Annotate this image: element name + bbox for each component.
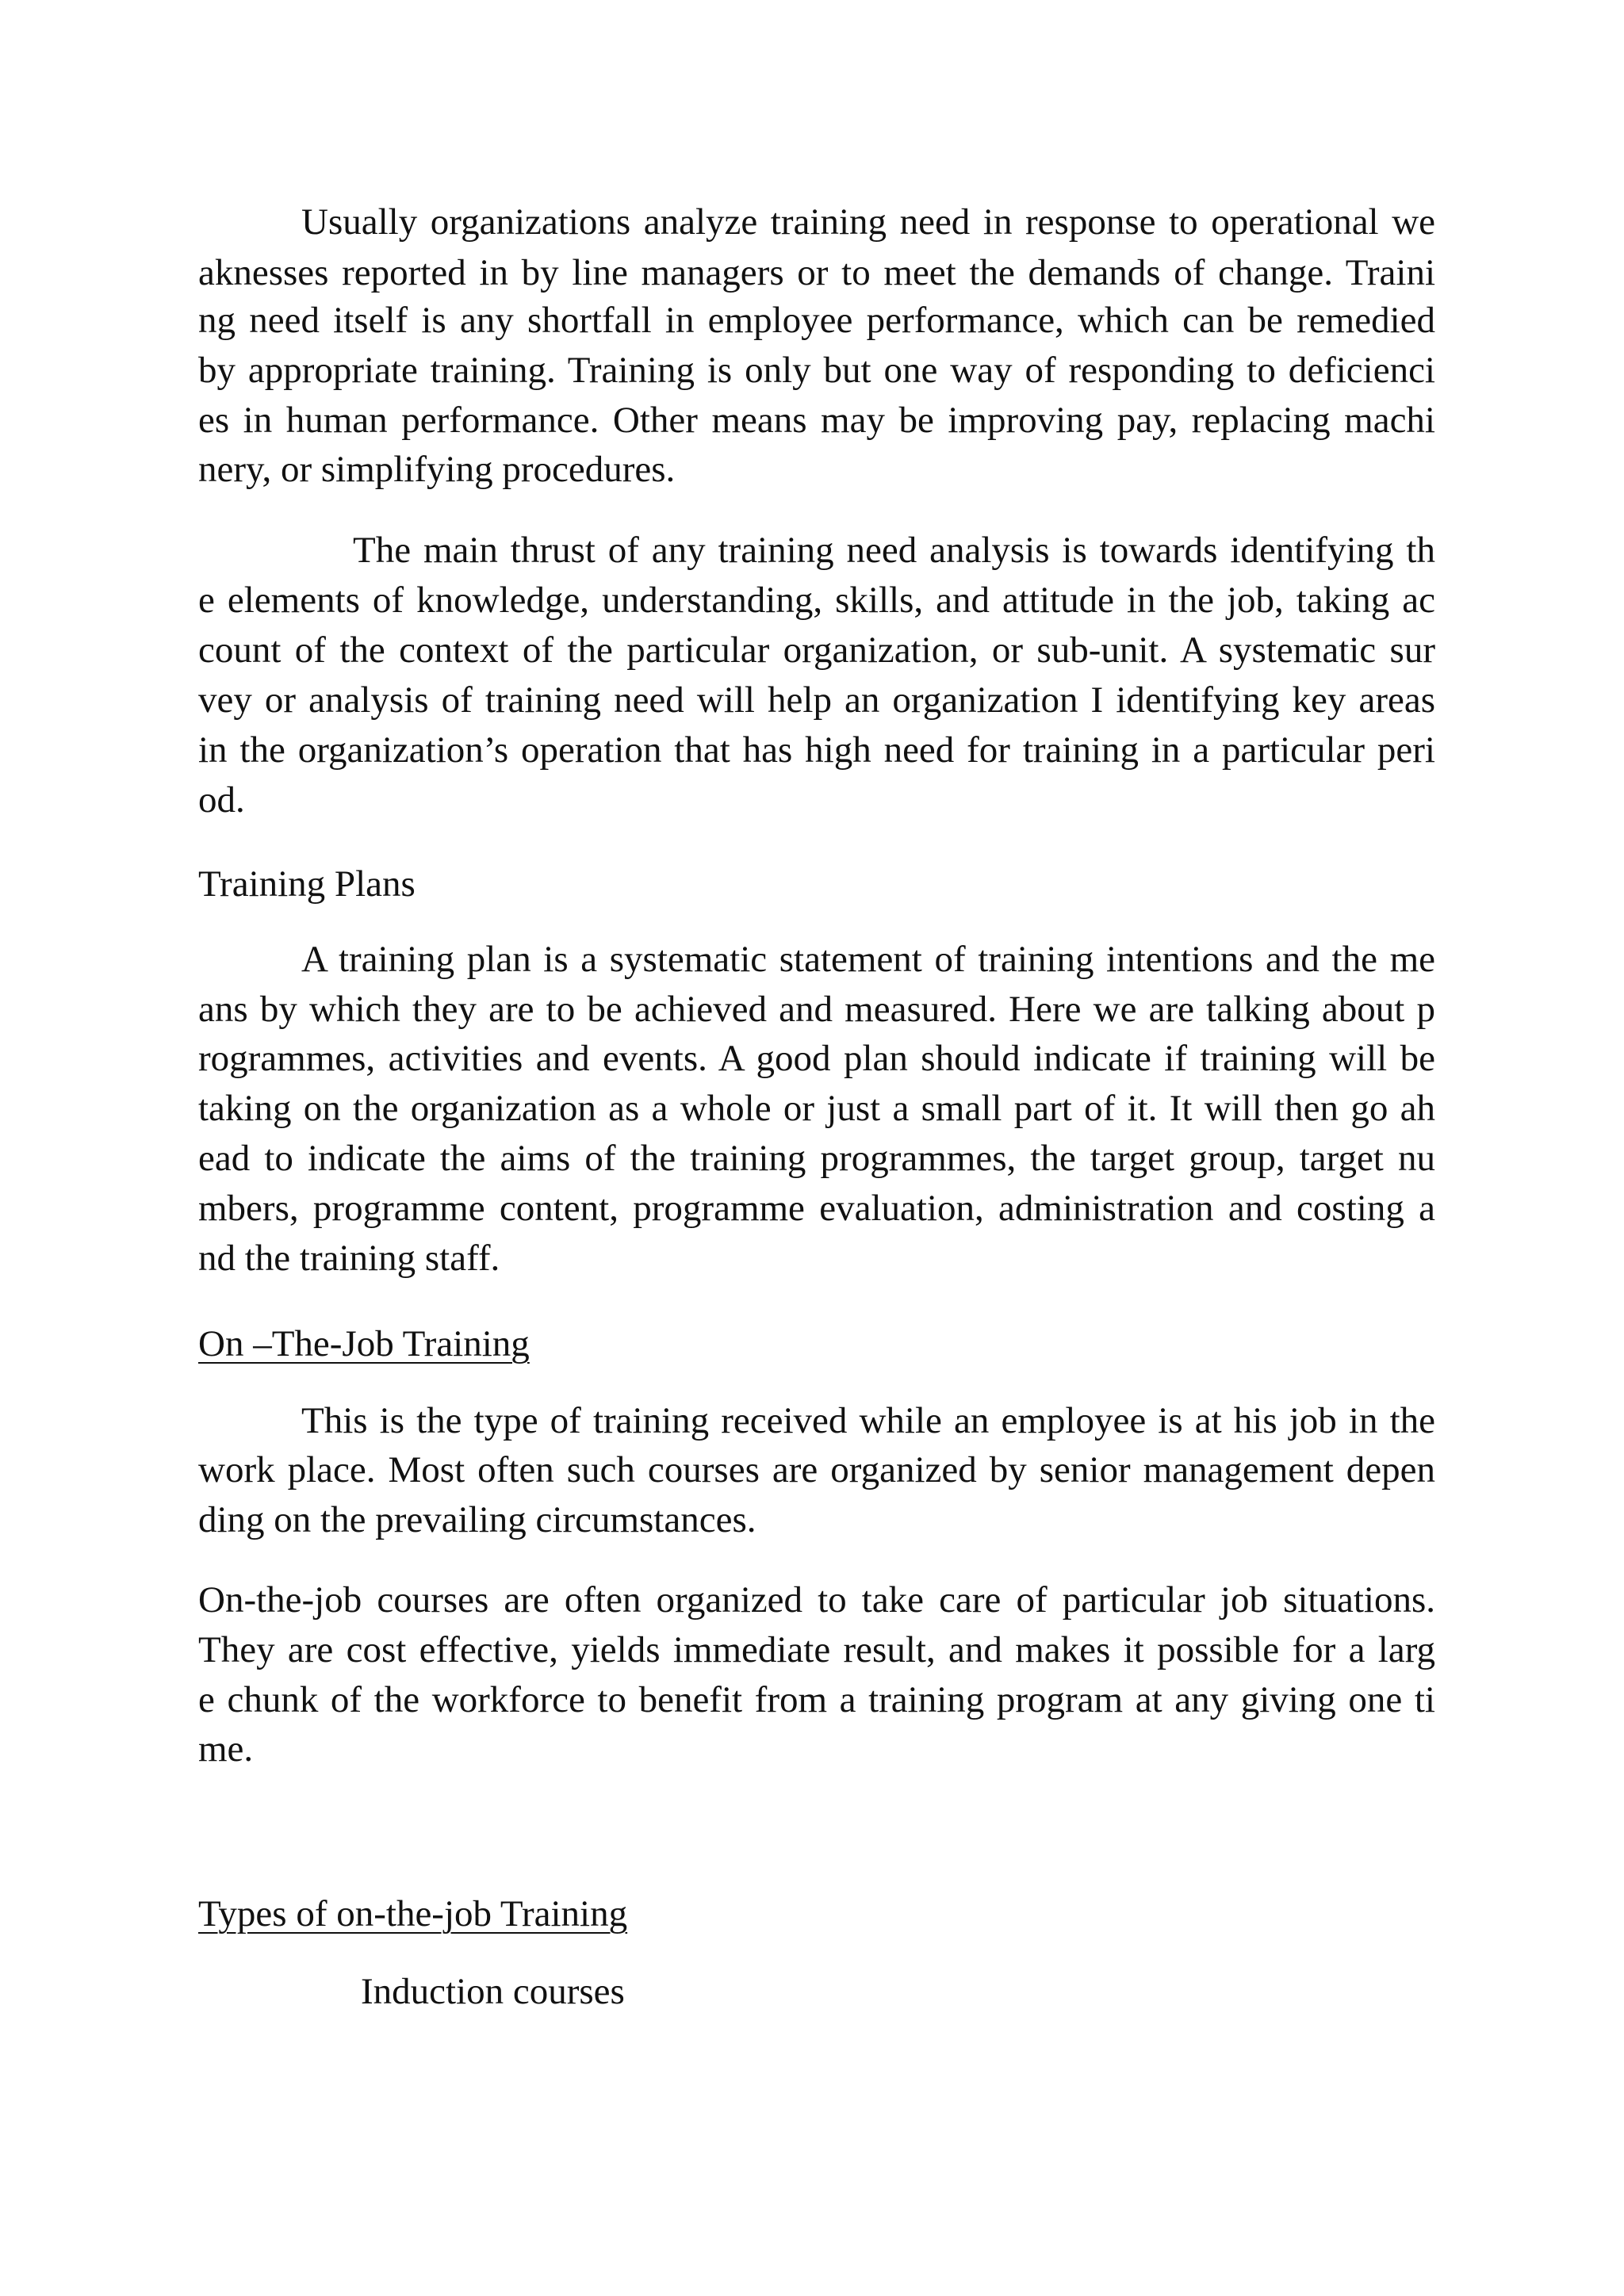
text-line: nd the training staff. bbox=[198, 1238, 500, 1279]
text-line: vey or analysis of training need will help an organization I identifying key areas bbox=[198, 679, 1435, 721]
list-item-induction-courses: Induction courses bbox=[361, 1971, 625, 2012]
text-line: On-the-job courses are often organized to take care of particular job situations. bbox=[198, 1579, 1435, 1621]
text-line: This is the type of training received while an employee is at his job in the bbox=[301, 1400, 1435, 1441]
text-line: They are cost effective, yields immediate result, and makes it possible for a larg bbox=[198, 1629, 1435, 1670]
text-line: ans by which they are to be achieved and measured. Here we are talking about p bbox=[198, 989, 1435, 1030]
section-heading-on-the-job: On –The-Job Training bbox=[198, 1323, 530, 1364]
section-heading-training-plans: Training Plans bbox=[198, 863, 416, 905]
text-line: taking on the organization as a whole or just a small part of it. It will then go ah bbox=[198, 1088, 1435, 1129]
text-line: e chunk of the workforce to benefit from a training program at any giving one ti bbox=[198, 1679, 1435, 1720]
text-line: aknesses reported in by line managers or to meet the demands of change. Traini bbox=[198, 252, 1435, 293]
text-line: work place. Most often such courses are organized by senior management depen bbox=[198, 1449, 1435, 1490]
text-line: es in human performance. Other means may be improving pay, replacing machi bbox=[198, 400, 1435, 441]
text-line: me. bbox=[198, 1728, 254, 1770]
text-line: ead to indicate the aims of the training programmes, the target group, target nu bbox=[198, 1138, 1435, 1179]
text-line: Usually organizations analyze training need in response to operational we bbox=[301, 201, 1435, 243]
text-line: ng need itself is any shortfall in employee performance, which can be remedied bbox=[198, 300, 1435, 341]
text-line: e elements of knowledge, understanding, skills, and attitude in the job, taking ac bbox=[198, 580, 1435, 621]
text-line: by appropriate training. Training is only but one way of responding to deficienci bbox=[198, 350, 1435, 391]
text-line: A training plan is a systematic statement of training intentions and the me bbox=[301, 939, 1435, 980]
text-line: count of the context of the particular organization, or sub-unit. A systematic sur bbox=[198, 629, 1435, 671]
section-heading-types: Types of on-the-job Training bbox=[198, 1893, 628, 1934]
text-line: mbers, programme content, programme evaluation, administration and costing a bbox=[198, 1188, 1435, 1229]
text-line: in the organization’s operation that has high need for training in a particular peri bbox=[198, 729, 1435, 771]
text-line: ding on the prevailing circumstances. bbox=[198, 1499, 756, 1540]
text-line: nery, or simplifying procedures. bbox=[198, 449, 676, 490]
text-line: The main thrust of any training need analysis is towards identifying th bbox=[353, 530, 1435, 571]
text-line: od. bbox=[198, 779, 245, 821]
text-line: rogrammes, activities and events. A good plan should indicate if training will be bbox=[198, 1038, 1435, 1079]
